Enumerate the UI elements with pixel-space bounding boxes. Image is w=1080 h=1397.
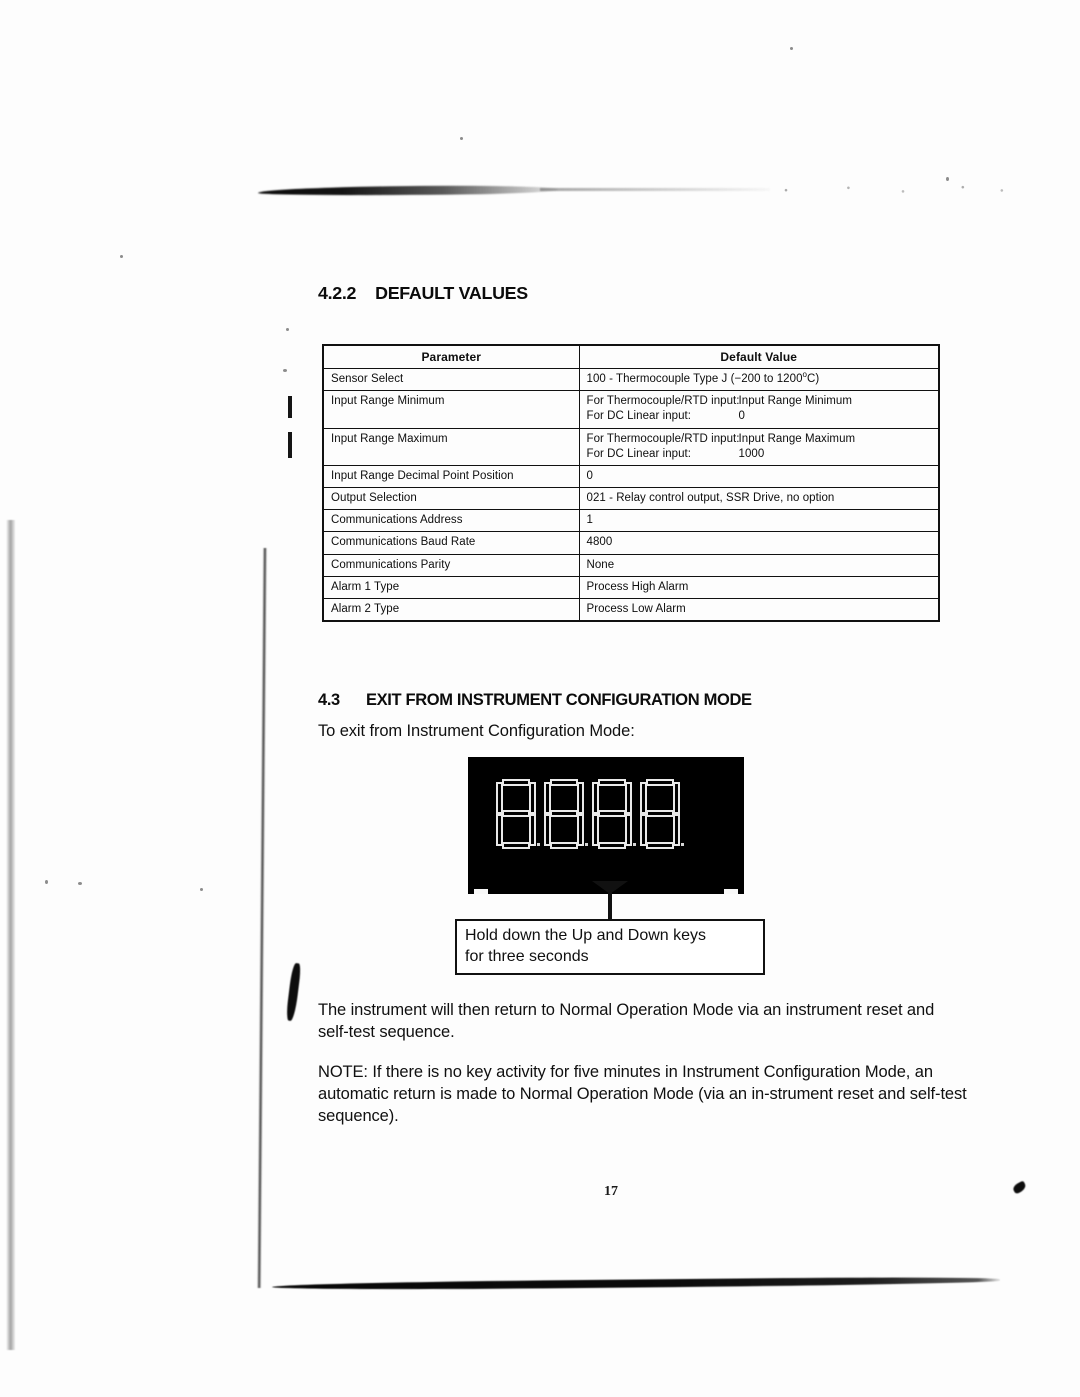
- decimal-point-icon: [537, 843, 540, 846]
- section-number-4-3: 4.3: [318, 691, 340, 709]
- segment-d-icon: [598, 842, 626, 849]
- cell-value: 0: [579, 465, 939, 487]
- cell-value-subline: [587, 447, 934, 462]
- segment-g-icon: [646, 810, 674, 817]
- table-row: [323, 391, 939, 428]
- section-heading-4-2-2: [318, 283, 528, 304]
- cell-value: 021 - Relay control output, SSR Drive, no option: [579, 488, 939, 510]
- segment-a-icon: [646, 779, 674, 786]
- table-row: [323, 510, 939, 532]
- subline-label: For DC Linear input:: [586, 447, 692, 460]
- cell-value-tail: C): [807, 373, 820, 385]
- margin-ink-mark-1: [288, 396, 292, 418]
- subline-value: Input Range Minimum: [738, 395, 852, 408]
- subline-label: For Thermocouple/RTD input:: [586, 395, 740, 408]
- cell-parameter: Communications Parity: [323, 554, 579, 576]
- cell-value-text: 100 - Thermocouple Type J (−200 to 1200: [586, 373, 803, 385]
- cell-parameter: Output Selection: [323, 488, 579, 510]
- seven-segment-digit: [592, 779, 632, 849]
- segment-a-icon: [550, 779, 578, 786]
- section-number-4-2-2: 4.2.2: [318, 283, 357, 303]
- column-header-default-value: Default Value: [579, 345, 939, 369]
- segment-c-icon: [577, 814, 584, 846]
- default-values-table-wrapper: [322, 344, 938, 622]
- segment-d-icon: [550, 842, 578, 849]
- page-number: 17: [604, 1184, 618, 1199]
- cell-value: 4800: [579, 532, 939, 554]
- seven-segment-digit: [496, 779, 536, 849]
- seven-segment-digit: [640, 779, 680, 849]
- cell-value-subline: [587, 432, 934, 447]
- segment-c-icon: [625, 814, 632, 846]
- paragraph-after-figure: The instrument will then return to Normal Operation Mode via an instrument reset and self-test sequence.: [318, 1001, 935, 1041]
- segment-g-icon: [502, 810, 530, 817]
- segment-d-icon: [646, 842, 674, 849]
- column-header-parameter: Parameter: [323, 345, 579, 369]
- table-row: [323, 488, 939, 510]
- table-row: [323, 598, 939, 621]
- default-values-table: [322, 344, 940, 622]
- cell-value-subline: [587, 409, 934, 424]
- cell-parameter: Alarm 2 Type: [323, 598, 579, 621]
- cell-value: 1: [579, 510, 939, 532]
- scan-speck: [286, 328, 289, 331]
- cell-parameter: Input Range Maximum: [323, 428, 579, 465]
- section-title-4-3: EXIT FROM INSTRUMENT CONFIGURATION MODE: [366, 691, 752, 709]
- scan-speckle-top: [760, 183, 1020, 195]
- segment-b-icon: [529, 782, 536, 814]
- section-title-4-2-2: DEFAULT VALUES: [375, 283, 528, 303]
- cell-value: [579, 369, 939, 391]
- segment-b-icon: [577, 782, 584, 814]
- subline-label: For Thermocouple/RTD input:: [586, 432, 740, 445]
- decimal-point-icon: [633, 843, 636, 846]
- callout-line-2: for three seconds: [465, 948, 589, 966]
- cell-parameter: Communications Baud Rate: [323, 532, 579, 554]
- scan-speck: [460, 137, 463, 140]
- decimal-point-icon: [681, 843, 684, 846]
- cell-parameter: Communications Address: [323, 510, 579, 532]
- paragraph-note: NOTE: If there is no key activity for five minutes in Instrument Configuration Mode, an automatic return is made to Normal Operation Mode (via an in-strument reset and self-test sequence).: [318, 1063, 967, 1125]
- cell-value: None: [579, 554, 939, 576]
- subline-value: 1000: [738, 447, 765, 460]
- scan-gutter-streak: [6, 520, 15, 1350]
- panel-foot-left: [474, 889, 488, 894]
- seven-segment-digit-group: [496, 779, 680, 849]
- instrument-display-panel: [468, 757, 744, 894]
- segment-c-icon: [673, 814, 680, 846]
- cell-value: Process Low Alarm: [579, 598, 939, 621]
- cell-parameter: Alarm 1 Type: [323, 576, 579, 598]
- segment-a-icon: [502, 779, 530, 786]
- segment-b-icon: [625, 782, 632, 814]
- table-row: [323, 554, 939, 576]
- callout-line-1: Hold down the Up and Down keys: [465, 927, 707, 944]
- panel-foot-right: [724, 889, 738, 894]
- cell-parameter: Input Range Decimal Point Position: [323, 465, 579, 487]
- subline-value: 0: [738, 410, 745, 423]
- segment-g-icon: [598, 810, 626, 817]
- segment-d-icon: [502, 842, 530, 849]
- scan-speck: [78, 882, 82, 885]
- cell-value: Process High Alarm: [579, 576, 939, 598]
- callout-box: [455, 919, 765, 975]
- scan-speck: [120, 255, 123, 258]
- subline-label: For DC Linear input:: [586, 410, 692, 423]
- segment-c-icon: [529, 814, 536, 846]
- table-row: [323, 576, 939, 598]
- seven-segment-digit: [544, 779, 584, 849]
- scan-speck: [200, 888, 203, 891]
- section-heading-4-3: [318, 691, 752, 710]
- cell-parameter: Input Range Minimum: [323, 391, 579, 428]
- table-header-row: [323, 345, 939, 369]
- scan-speck: [45, 880, 48, 884]
- margin-ink-mark-2: [288, 432, 292, 458]
- table-row: [323, 465, 939, 487]
- table-row: [323, 369, 939, 391]
- degree-superscript: o: [802, 370, 808, 380]
- cell-value-subline: [587, 394, 934, 409]
- decimal-point-icon: [585, 843, 588, 846]
- cell-parameter: Sensor Select: [323, 369, 579, 391]
- subline-value: Input Range Maximum: [738, 432, 856, 445]
- cell-value: [579, 391, 939, 428]
- scan-speck: [283, 369, 287, 372]
- table-row: [323, 428, 939, 465]
- segment-b-icon: [673, 782, 680, 814]
- exit-intro-text: To exit from Instrument Configuration Mode:: [318, 722, 635, 740]
- cell-value: [579, 428, 939, 465]
- segment-g-icon: [550, 810, 578, 817]
- callout-pointer-stem: [608, 885, 612, 921]
- scan-speck: [790, 47, 793, 50]
- scan-smear-top-tail: [540, 188, 770, 191]
- segment-a-icon: [598, 779, 626, 786]
- table-row: [323, 532, 939, 554]
- scan-speck: [946, 177, 949, 181]
